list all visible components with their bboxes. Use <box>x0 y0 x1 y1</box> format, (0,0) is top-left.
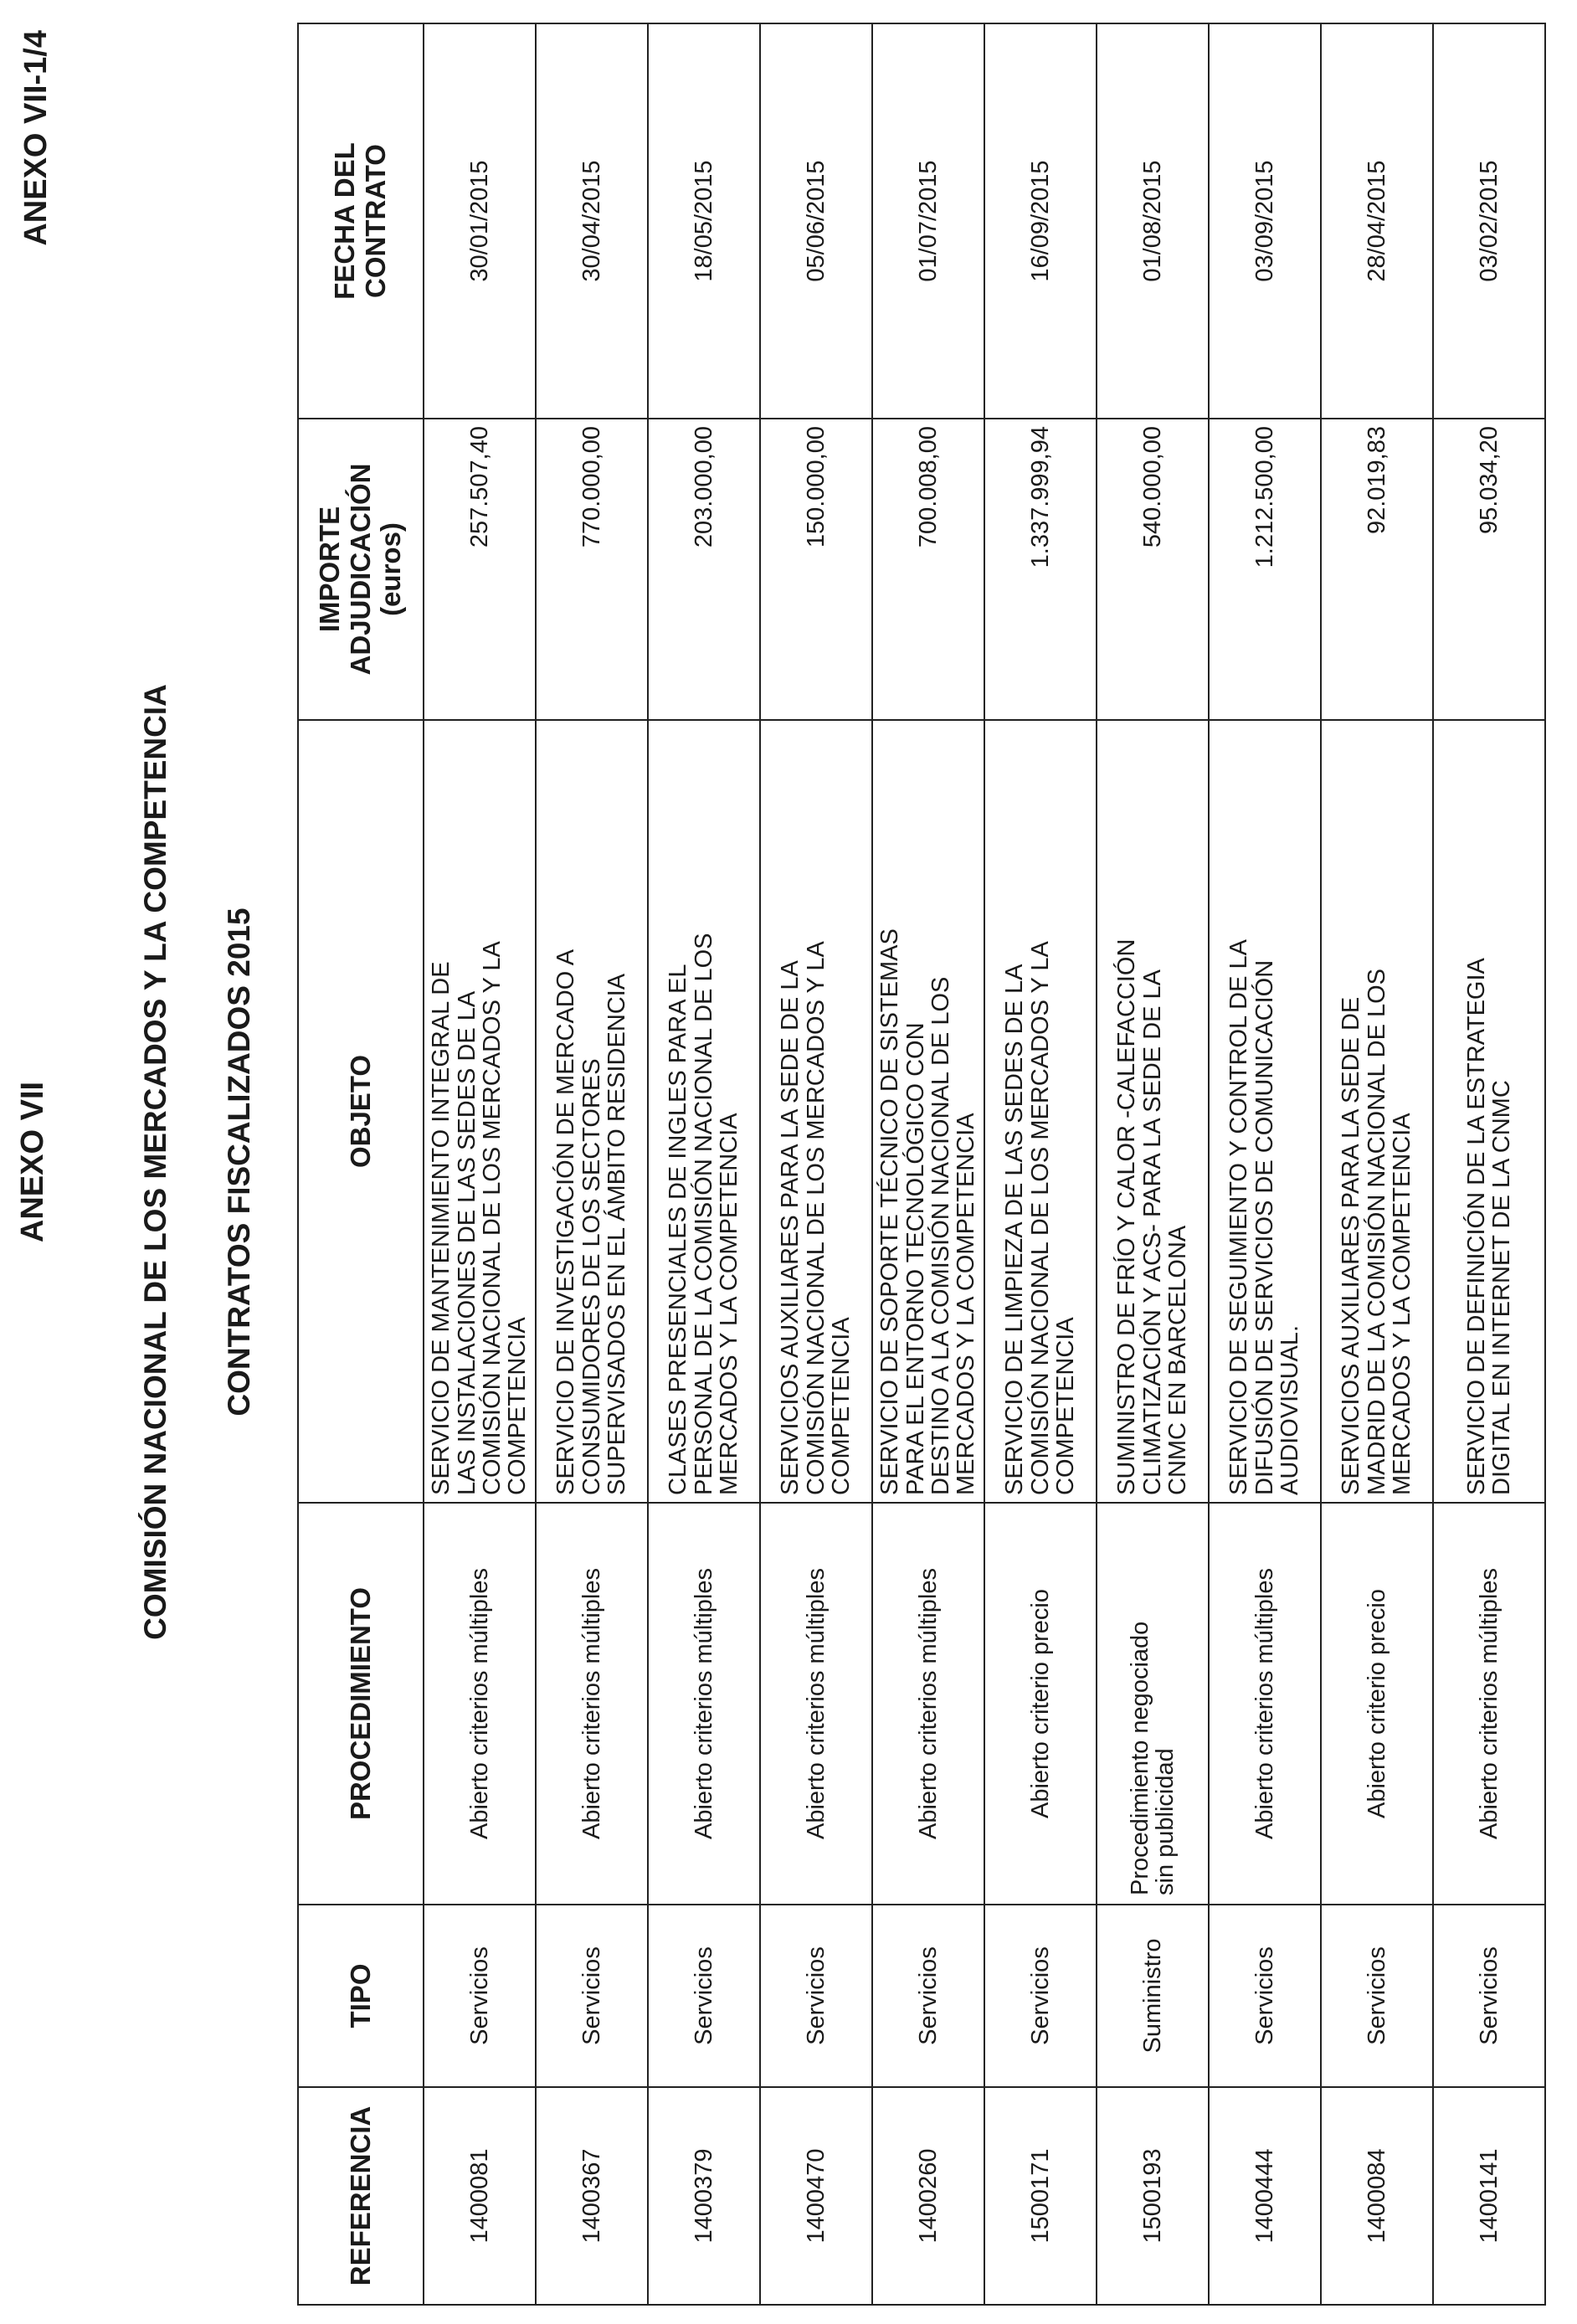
cell-procedimiento: Abierto criterios múltiples <box>760 1503 872 1905</box>
cell-tipo: Servicios <box>1209 1905 1321 2087</box>
organization-title: COMISIÓN NACIONAL DE LOS MERCADOS Y LA COMPETENCIA <box>138 684 172 1640</box>
cell-tipo: Servicios <box>424 1905 536 2087</box>
cell-objeto: SERVICIO DE DEFINICIÓN DE LA ESTRATEGIA DIGITAL EN INTERNET DE LA CNMC <box>1433 720 1545 1503</box>
header-objeto: OBJETO <box>298 720 424 1503</box>
cell-procedimiento: Abierto criterios múltiples <box>1433 1503 1545 1905</box>
table-row <box>536 23 648 2305</box>
cell-objeto: SERVICIO DE MANTENIMIENTO INTEGRAL DE LAS INSTALACIONES DE LAS SEDES DE LA COMISIÓN NACIONAL DE LOS MERCADOS Y LA COMPETENCIA <box>424 720 536 1503</box>
cell-fecha: 01/07/2015 <box>872 23 984 419</box>
cell-importe: 150.000,00 <box>760 419 872 720</box>
cell-procedimiento: Abierto criterios múltiples <box>424 1503 536 1905</box>
annex-title: ANEXO VII <box>15 1081 50 1243</box>
cell-fecha: 16/09/2015 <box>984 23 1097 419</box>
cell-procedimiento: Procedimiento negociado sin publicidad <box>1097 1503 1209 1905</box>
cell-procedimiento: Abierto criterio precio <box>1321 1503 1433 1905</box>
cell-procedimiento: Abierto criterios múltiples <box>648 1503 760 1905</box>
header-tipo: TIPO <box>298 1905 424 2087</box>
cell-fecha: 28/04/2015 <box>1321 23 1433 419</box>
cell-tipo: Servicios <box>872 1905 984 2087</box>
cell-procedimiento: Abierto criterio precio <box>984 1503 1097 1905</box>
cell-fecha: 05/06/2015 <box>760 23 872 419</box>
table-row <box>872 23 984 2305</box>
cell-objeto: SERVICIO DE INVESTIGACIÓN DE MERCADO A CONSUMIDORES DE LOS SECTORES SUPERVISADOS EN EL ÁMBITO RESIDENCIA <box>536 720 648 1503</box>
cell-importe: 540.000,00 <box>1097 419 1209 720</box>
table-row <box>760 23 872 2305</box>
cell-procedimiento: Abierto criterios múltiples <box>536 1503 648 1905</box>
table-row <box>424 23 536 2305</box>
cell-fecha: 01/08/2015 <box>1097 23 1209 419</box>
header-importe: IMPORTE ADJUDICACIÓN (euros) <box>298 419 424 720</box>
cell-tipo: Servicios <box>1321 1905 1433 2087</box>
cell-objeto: CLASES PRESENCIALES DE INGLES PARA EL PERSONAL DE LA COMISIÓN NACIONAL DE LOS MERCADOS Y LA COMPETENCIA <box>648 720 760 1503</box>
cell-fecha: 03/09/2015 <box>1209 23 1321 419</box>
table-row <box>648 23 760 2305</box>
table-row <box>1321 23 1433 2305</box>
cell-objeto: SERVICIO DE SOPORTE TÉCNICO DE SISTEMAS PARA EL ENTORNO TECNOLÓGICO CON DESTINO A LA COMISIÓN NACIONAL DE LOS MERCADOS Y LA COMPETENCIA <box>872 720 984 1503</box>
cell-referencia: 1400260 <box>872 2087 984 2305</box>
table-row <box>1097 23 1209 2305</box>
cell-referencia: 1500171 <box>984 2087 1097 2305</box>
cell-importe: 1.212.500,00 <box>1209 419 1321 720</box>
contracts-table <box>297 23 1546 2306</box>
cell-referencia: 1400081 <box>424 2087 536 2305</box>
cell-tipo: Suministro <box>1097 1905 1209 2087</box>
cell-tipo: Servicios <box>1433 1905 1545 2087</box>
cell-objeto: SUMINISTRO DE FRÍO Y CALOR -CALEFACCIÓN CLIMATIZACIÓN Y ACS- PARA LA SEDE DE LA CNMC EN BARCELONA <box>1097 720 1209 1503</box>
cell-fecha: 03/02/2015 <box>1433 23 1545 419</box>
cell-referencia: 1400367 <box>536 2087 648 2305</box>
cell-importe: 92.019,83 <box>1321 419 1433 720</box>
cell-referencia: 1400470 <box>760 2087 872 2305</box>
cell-objeto: SERVICIOS AUXILIARES PARA LA SEDE DE LA COMISIÓN NACIONAL DE LOS MERCADOS Y LA COMPETENCIA <box>760 720 872 1503</box>
table-row <box>1433 23 1545 2305</box>
cell-tipo: Servicios <box>760 1905 872 2087</box>
cell-tipo: Servicios <box>648 1905 760 2087</box>
cell-importe: 770.000,00 <box>536 419 648 720</box>
cell-procedimiento: Abierto criterios múltiples <box>872 1503 984 1905</box>
table-row <box>1209 23 1321 2305</box>
section-title: CONTRATOS FISCALIZADOS 2015 <box>222 907 256 1417</box>
cell-objeto: SERVICIO DE SEGUIMIENTO Y CONTROL DE LA DIFUSIÓN DE SERVICIOS DE COMUNICACIÓN AUDIOVISUAL. <box>1209 720 1321 1503</box>
cell-referencia: 1400444 <box>1209 2087 1321 2305</box>
cell-referencia: 1400084 <box>1321 2087 1433 2305</box>
table-header-row <box>298 23 424 2305</box>
cell-fecha: 18/05/2015 <box>648 23 760 419</box>
cell-importe: 95.034,20 <box>1433 419 1545 720</box>
cell-tipo: Servicios <box>984 1905 1097 2087</box>
cell-fecha: 30/04/2015 <box>536 23 648 419</box>
cell-referencia: 1500193 <box>1097 2087 1209 2305</box>
annex-page-reference: ANEXO VII-1/4 <box>18 30 54 246</box>
cell-referencia: 1400141 <box>1433 2087 1545 2305</box>
cell-objeto: SERVICIOS AUXILIARES PARA LA SEDE DE MADRID DE LA COMISIÓN NACIONAL DE LOS MERCADOS Y LA COMPETENCIA <box>1321 720 1433 1503</box>
cell-importe: 1.337.999,94 <box>984 419 1097 720</box>
header-referencia: REFERENCIA <box>298 2087 424 2305</box>
cell-importe: 203.000,00 <box>648 419 760 720</box>
cell-referencia: 1400379 <box>648 2087 760 2305</box>
cell-fecha: 30/01/2015 <box>424 23 536 419</box>
table-row <box>984 23 1097 2305</box>
header-procedimiento: PROCEDIMIENTO <box>298 1503 424 1905</box>
cell-procedimiento: Abierto criterios múltiples <box>1209 1503 1321 1905</box>
cell-tipo: Servicios <box>536 1905 648 2087</box>
cell-importe: 257.507,40 <box>424 419 536 720</box>
cell-importe: 700.008,00 <box>872 419 984 720</box>
cell-objeto: SERVICIO DE LIMPIEZA DE LAS SEDES DE LA COMISIÓN NACIONAL DE LOS MERCADOS Y LA COMPETENCIA <box>984 720 1097 1503</box>
header-fecha: FECHA DEL CONTRATO <box>298 23 424 419</box>
